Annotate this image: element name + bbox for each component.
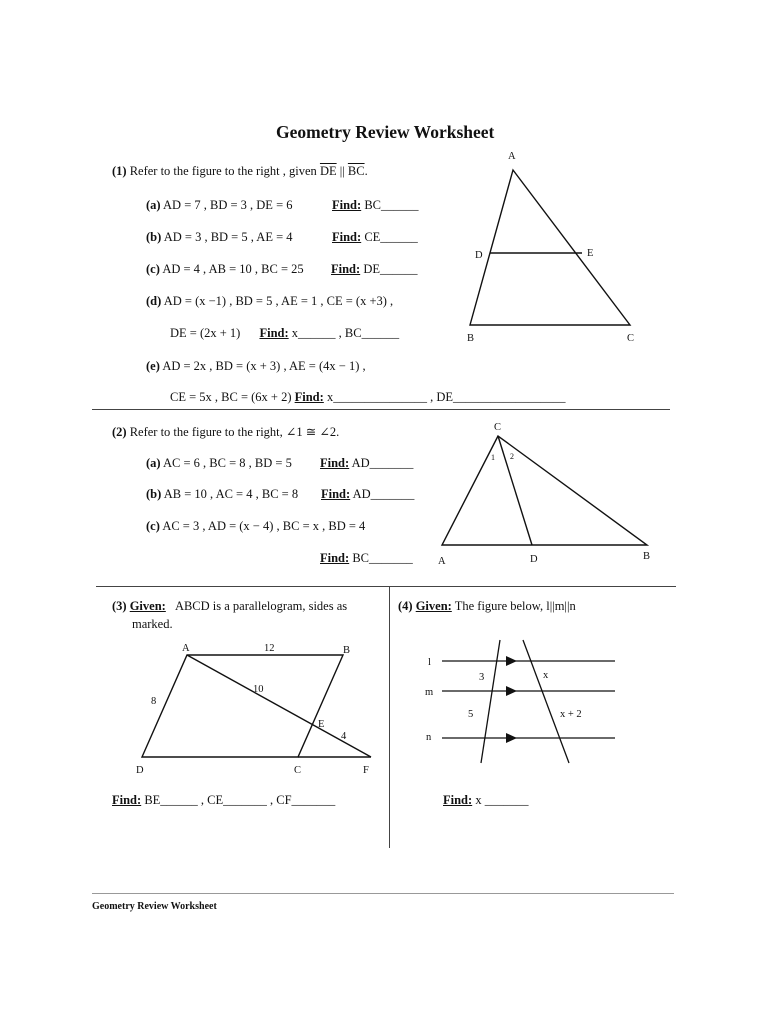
part-given: CE = 5x , BC = (6x + 2) bbox=[170, 390, 292, 404]
transversal-1 bbox=[481, 640, 500, 763]
q4-find bbox=[443, 793, 528, 808]
point-f-label: F bbox=[363, 765, 369, 776]
line-n-label: n bbox=[426, 732, 432, 743]
part-given: AC = 3 , AD = (x − 4) , BC = x , BD = 4 bbox=[162, 519, 366, 533]
vertex-e-label: E bbox=[587, 248, 594, 259]
part-given: AD = (x −1) , BD = 5 , AE = 1 , CE = (x +3) , bbox=[163, 294, 394, 308]
vertex-b-label: B bbox=[643, 551, 651, 562]
point-e-label: E bbox=[318, 719, 325, 730]
answer-blank: DE______ bbox=[363, 262, 418, 276]
find-label: Find: bbox=[443, 793, 473, 807]
find-label: Find: bbox=[321, 487, 351, 501]
find-label: Find: bbox=[320, 456, 350, 470]
vertex-c-label: C bbox=[494, 422, 502, 433]
footer-title: Geometry Review Worksheet bbox=[92, 901, 217, 912]
q1-intro: Refer to the figure to the right , given bbox=[129, 164, 317, 178]
given-label: Given: bbox=[415, 599, 452, 613]
given-label: Given: bbox=[129, 599, 166, 613]
segment-ef-label: 4 bbox=[341, 731, 347, 742]
q1-segment-de: $\overline{DE}$ bbox=[319, 164, 337, 178]
answer-blank: BC_______ bbox=[352, 551, 413, 565]
angle-2-label: 2 bbox=[510, 452, 514, 461]
q1-parallel-symbol: || bbox=[339, 164, 345, 178]
vertex-a-label: A bbox=[438, 556, 446, 567]
find-label: Find: bbox=[332, 198, 362, 212]
vertex-b-label: B bbox=[343, 645, 351, 656]
page-title: Geometry Review Worksheet bbox=[276, 122, 495, 142]
vertex-b-label: B bbox=[467, 333, 475, 344]
arrow-l-icon bbox=[506, 656, 517, 666]
segment-ae-label: 10 bbox=[253, 684, 264, 695]
find-label: Find: bbox=[331, 262, 361, 276]
line-m-label: m bbox=[425, 687, 434, 698]
part-label: (b) bbox=[146, 230, 162, 244]
segment-x-plus-2-label: x + 2 bbox=[560, 709, 582, 720]
side-ab-label: 12 bbox=[264, 643, 275, 654]
vertex-a-label: A bbox=[182, 643, 190, 654]
q2-number: (2) bbox=[112, 425, 127, 439]
q3-number: (3) bbox=[112, 599, 127, 613]
vertex-d-label: D bbox=[530, 554, 538, 565]
find-label: Find: bbox=[332, 230, 362, 244]
find-label: Find: bbox=[259, 326, 289, 340]
answer-blank: x_______________ , DE__________________ bbox=[326, 390, 566, 404]
line-l-label: l bbox=[428, 657, 431, 668]
find-label: Find: bbox=[112, 793, 142, 807]
part-label: (a) bbox=[146, 456, 161, 470]
segment-5-label: 5 bbox=[468, 709, 474, 720]
part-label: (c) bbox=[146, 262, 160, 276]
part-label: (e) bbox=[146, 359, 160, 373]
part-given: AD = 3 , BD = 5 , AE = 4 bbox=[163, 230, 293, 244]
answer-blank: x _______ bbox=[475, 793, 529, 807]
segment-x-label: x bbox=[543, 670, 549, 681]
answer-blank: AD_______ bbox=[351, 456, 414, 470]
part-given: AC = 6 , BC = 8 , BD = 5 bbox=[163, 456, 292, 470]
angle-1-label: 1 bbox=[491, 453, 495, 462]
vertex-c-label: C bbox=[627, 333, 635, 344]
part-label: (a) bbox=[146, 198, 161, 212]
answer-blank: BC______ bbox=[364, 198, 419, 212]
vertex-c-label: C bbox=[294, 765, 302, 776]
find-label: Find: bbox=[320, 551, 350, 565]
q3-text: ABCD is a parallelogram, sides as bbox=[174, 599, 348, 613]
q3-text-line2: marked. bbox=[132, 617, 173, 631]
side-ad-label: 8 bbox=[151, 696, 157, 707]
part-label: (d) bbox=[146, 294, 162, 308]
part-given: DE = (2x + 1) bbox=[170, 326, 241, 340]
transversal-2 bbox=[523, 640, 569, 763]
q1-end-period: . bbox=[364, 164, 368, 178]
q2-intro: Refer to the figure to the right, ∠1 ≅ ∠2. bbox=[129, 425, 340, 439]
q4-number: (4) bbox=[398, 599, 413, 613]
q4-text: The figure below, l||m||n bbox=[454, 599, 576, 613]
answer-blank: AD_______ bbox=[352, 487, 415, 501]
part-given: AD = 4 , AB = 10 , BC = 25 bbox=[162, 262, 304, 276]
find-label: Find: bbox=[294, 390, 324, 404]
q1-number: (1) bbox=[112, 164, 127, 178]
vertex-d-label: D bbox=[136, 765, 144, 776]
answer-blank: x______ , BC______ bbox=[291, 326, 400, 340]
answer-blank: CE______ bbox=[364, 230, 418, 244]
part-given: AD = 2x , BD = (x + 3) , AE = (4x − 1) , bbox=[162, 359, 366, 373]
answer-blank: BE______ , CE_______ , CF_______ bbox=[144, 793, 336, 807]
q1-segment-bc: $\overline{BC}$ bbox=[347, 164, 365, 178]
footer-divider bbox=[92, 893, 674, 894]
part-given: AB = 10 , AC = 4 , BC = 8 bbox=[163, 487, 299, 501]
arrow-n-icon bbox=[506, 733, 517, 743]
part-label: (b) bbox=[146, 487, 162, 501]
vertex-a-label: A bbox=[508, 151, 516, 162]
part-label: (c) bbox=[146, 519, 160, 533]
vertex-d-label: D bbox=[475, 250, 483, 261]
segment-3-label: 3 bbox=[479, 672, 485, 683]
part-given: AD = 7 , BD = 3 , DE = 6 bbox=[163, 198, 293, 212]
arrow-m-icon bbox=[506, 686, 517, 696]
